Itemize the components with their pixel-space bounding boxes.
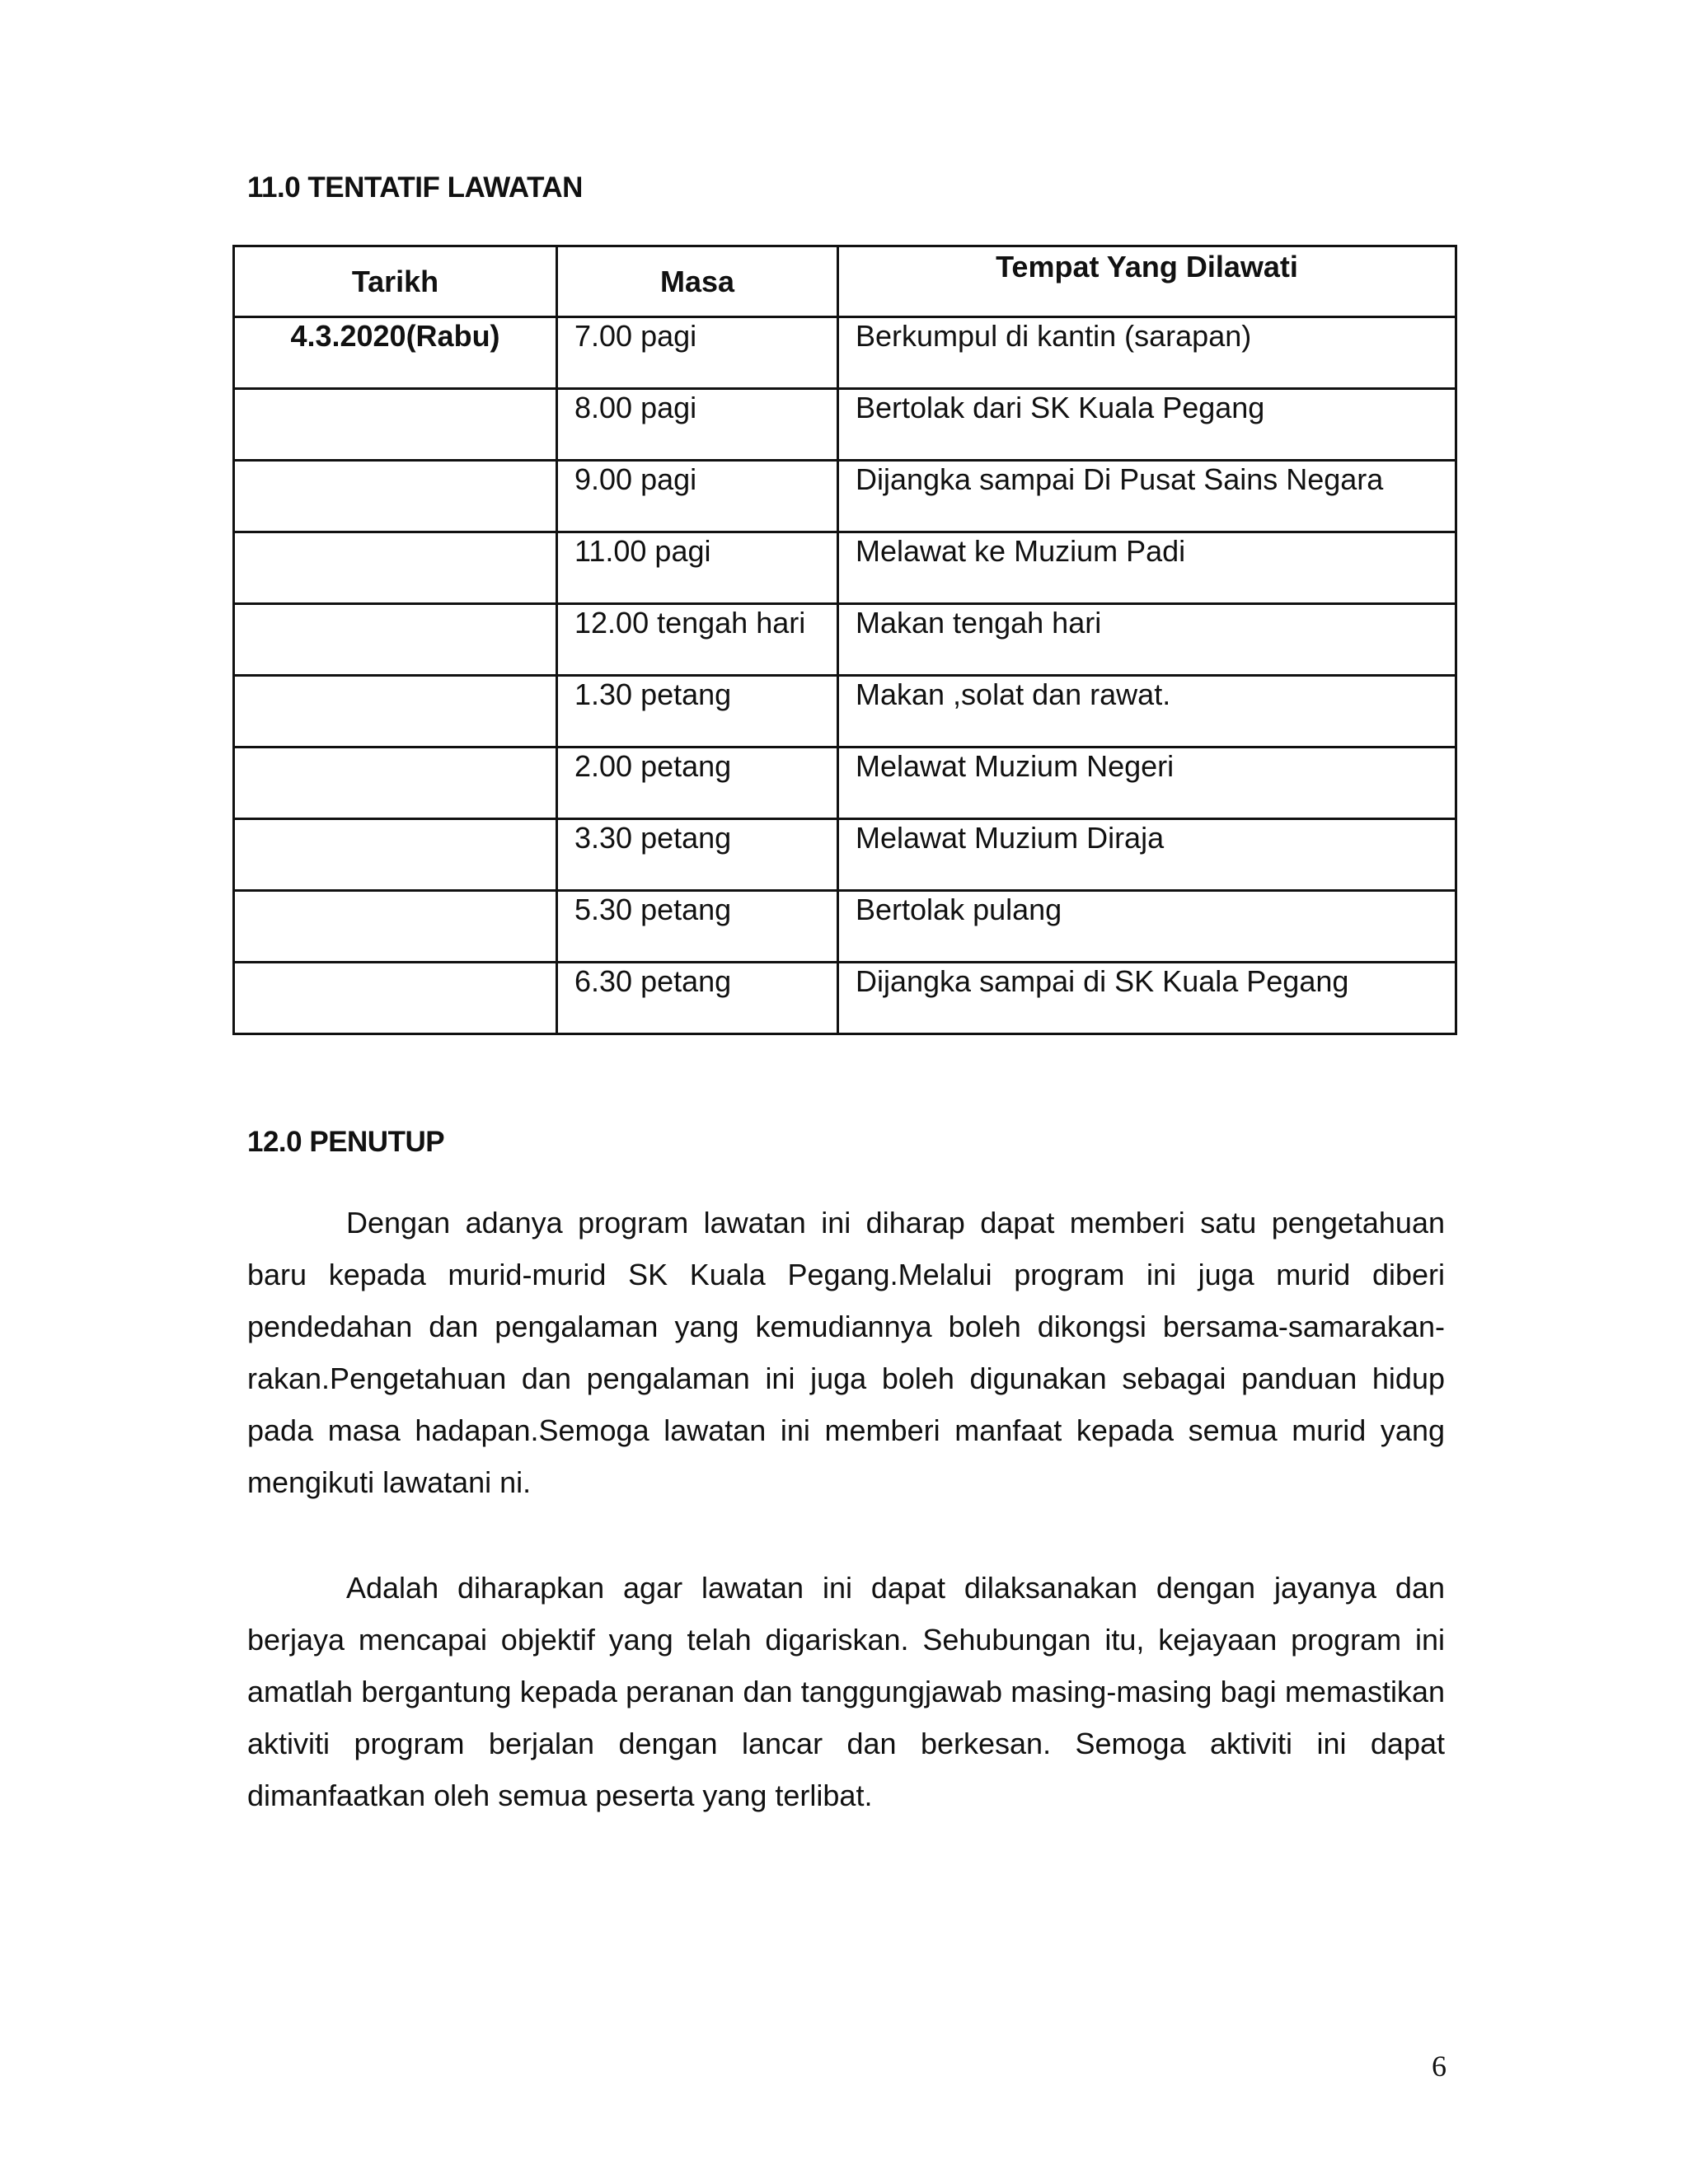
- cell-place: Melawat Muzium Negeri: [838, 748, 1456, 819]
- table-row: [234, 389, 1456, 461]
- cell-date: [234, 389, 557, 461]
- cell-time: 8.00 pagi: [557, 389, 838, 461]
- cell-date: [234, 532, 557, 604]
- cell-date: [234, 891, 557, 963]
- cell-date: [234, 461, 557, 532]
- section-11-heading: 11.0 TENTATIF LAWATAN: [247, 171, 583, 204]
- cell-place: Melawat ke Muzium Padi: [838, 532, 1456, 604]
- cell-date: [234, 819, 557, 891]
- table-row: [234, 748, 1456, 819]
- table-row: [234, 317, 1456, 389]
- cell-time: 3.30 petang: [557, 819, 838, 891]
- header-time: Masa: [557, 246, 838, 317]
- closing-paragraph-1: Dengan adanya program lawatan ini diharap dapat memberi satu pengetahuan baru kepada murid-murid SK Kuala Pegang.Melalui program ini juga murid diberi pendedahan dan pengalaman yang kemudiannya boleh dikongsi bersama-samarakan-rakan.Pengetahuan dan pengalaman ini juga boleh digunakan sebagai panduan hidup pada masa hadapan.Semoga lawatan ini memberi manfaat kepada semua murid yang mengikuti lawatani ni.: [247, 1206, 1445, 1499]
- cell-time: 7.00 pagi: [557, 317, 838, 389]
- table-row: [234, 891, 1456, 963]
- header-date: Tarikh: [234, 246, 557, 317]
- cell-time: 5.30 petang: [557, 891, 838, 963]
- section-12-heading: 12.0 PENUTUP: [247, 1126, 445, 1158]
- cell-time: 9.00 pagi: [557, 461, 838, 532]
- cell-time: 2.00 petang: [557, 748, 838, 819]
- table-row: [234, 461, 1456, 532]
- cell-date: [234, 963, 557, 1034]
- cell-time: 11.00 pagi: [557, 532, 838, 604]
- cell-time: 6.30 petang: [557, 963, 838, 1034]
- cell-date: [234, 676, 557, 748]
- header-place: Tempat Yang Dilawati: [838, 246, 1456, 317]
- table-row: [234, 676, 1456, 748]
- table-row: [234, 532, 1456, 604]
- cell-place: Dijangka sampai di SK Kuala Pegang: [838, 963, 1456, 1034]
- cell-place: Bertolak dari SK Kuala Pegang: [838, 389, 1456, 461]
- cell-date: [234, 748, 557, 819]
- closing-paragraph-2: Adalah diharapkan agar lawatan ini dapat dilaksanakan dengan jayanya dan berjaya mencapai objektif yang telah digariskan. Sehubungan itu, kejayaan program ini amatlah bergantung kepada peranan dan tanggungjawab masing-masing bagi memastikan aktiviti program berjalan dengan lancar dan berkesan. Semoga aktiviti ini dapat dimanfaatkan oleh semua peserta yang terlibat.: [247, 1571, 1445, 1812]
- table-row: [234, 963, 1456, 1034]
- cell-place: Berkumpul di kantin (sarapan): [838, 317, 1456, 389]
- schedule-header-row: [234, 246, 1456, 317]
- schedule-table: [232, 245, 1457, 1035]
- cell-date: 4.3.2020(Rabu): [234, 317, 557, 389]
- page-number: 6: [1432, 2050, 1447, 2083]
- cell-place: Makan ,solat dan rawat.: [838, 676, 1456, 748]
- table-row: [234, 819, 1456, 891]
- cell-place: Melawat Muzium Diraja: [838, 819, 1456, 891]
- cell-date: [234, 604, 557, 676]
- cell-place: Bertolak pulang: [838, 891, 1456, 963]
- cell-place: Dijangka sampai Di Pusat Sains Negara: [838, 461, 1456, 532]
- cell-time: 1.30 petang: [557, 676, 838, 748]
- cell-time: 12.00 tengah hari: [557, 604, 838, 676]
- table-row: [234, 604, 1456, 676]
- cell-place: Makan tengah hari: [838, 604, 1456, 676]
